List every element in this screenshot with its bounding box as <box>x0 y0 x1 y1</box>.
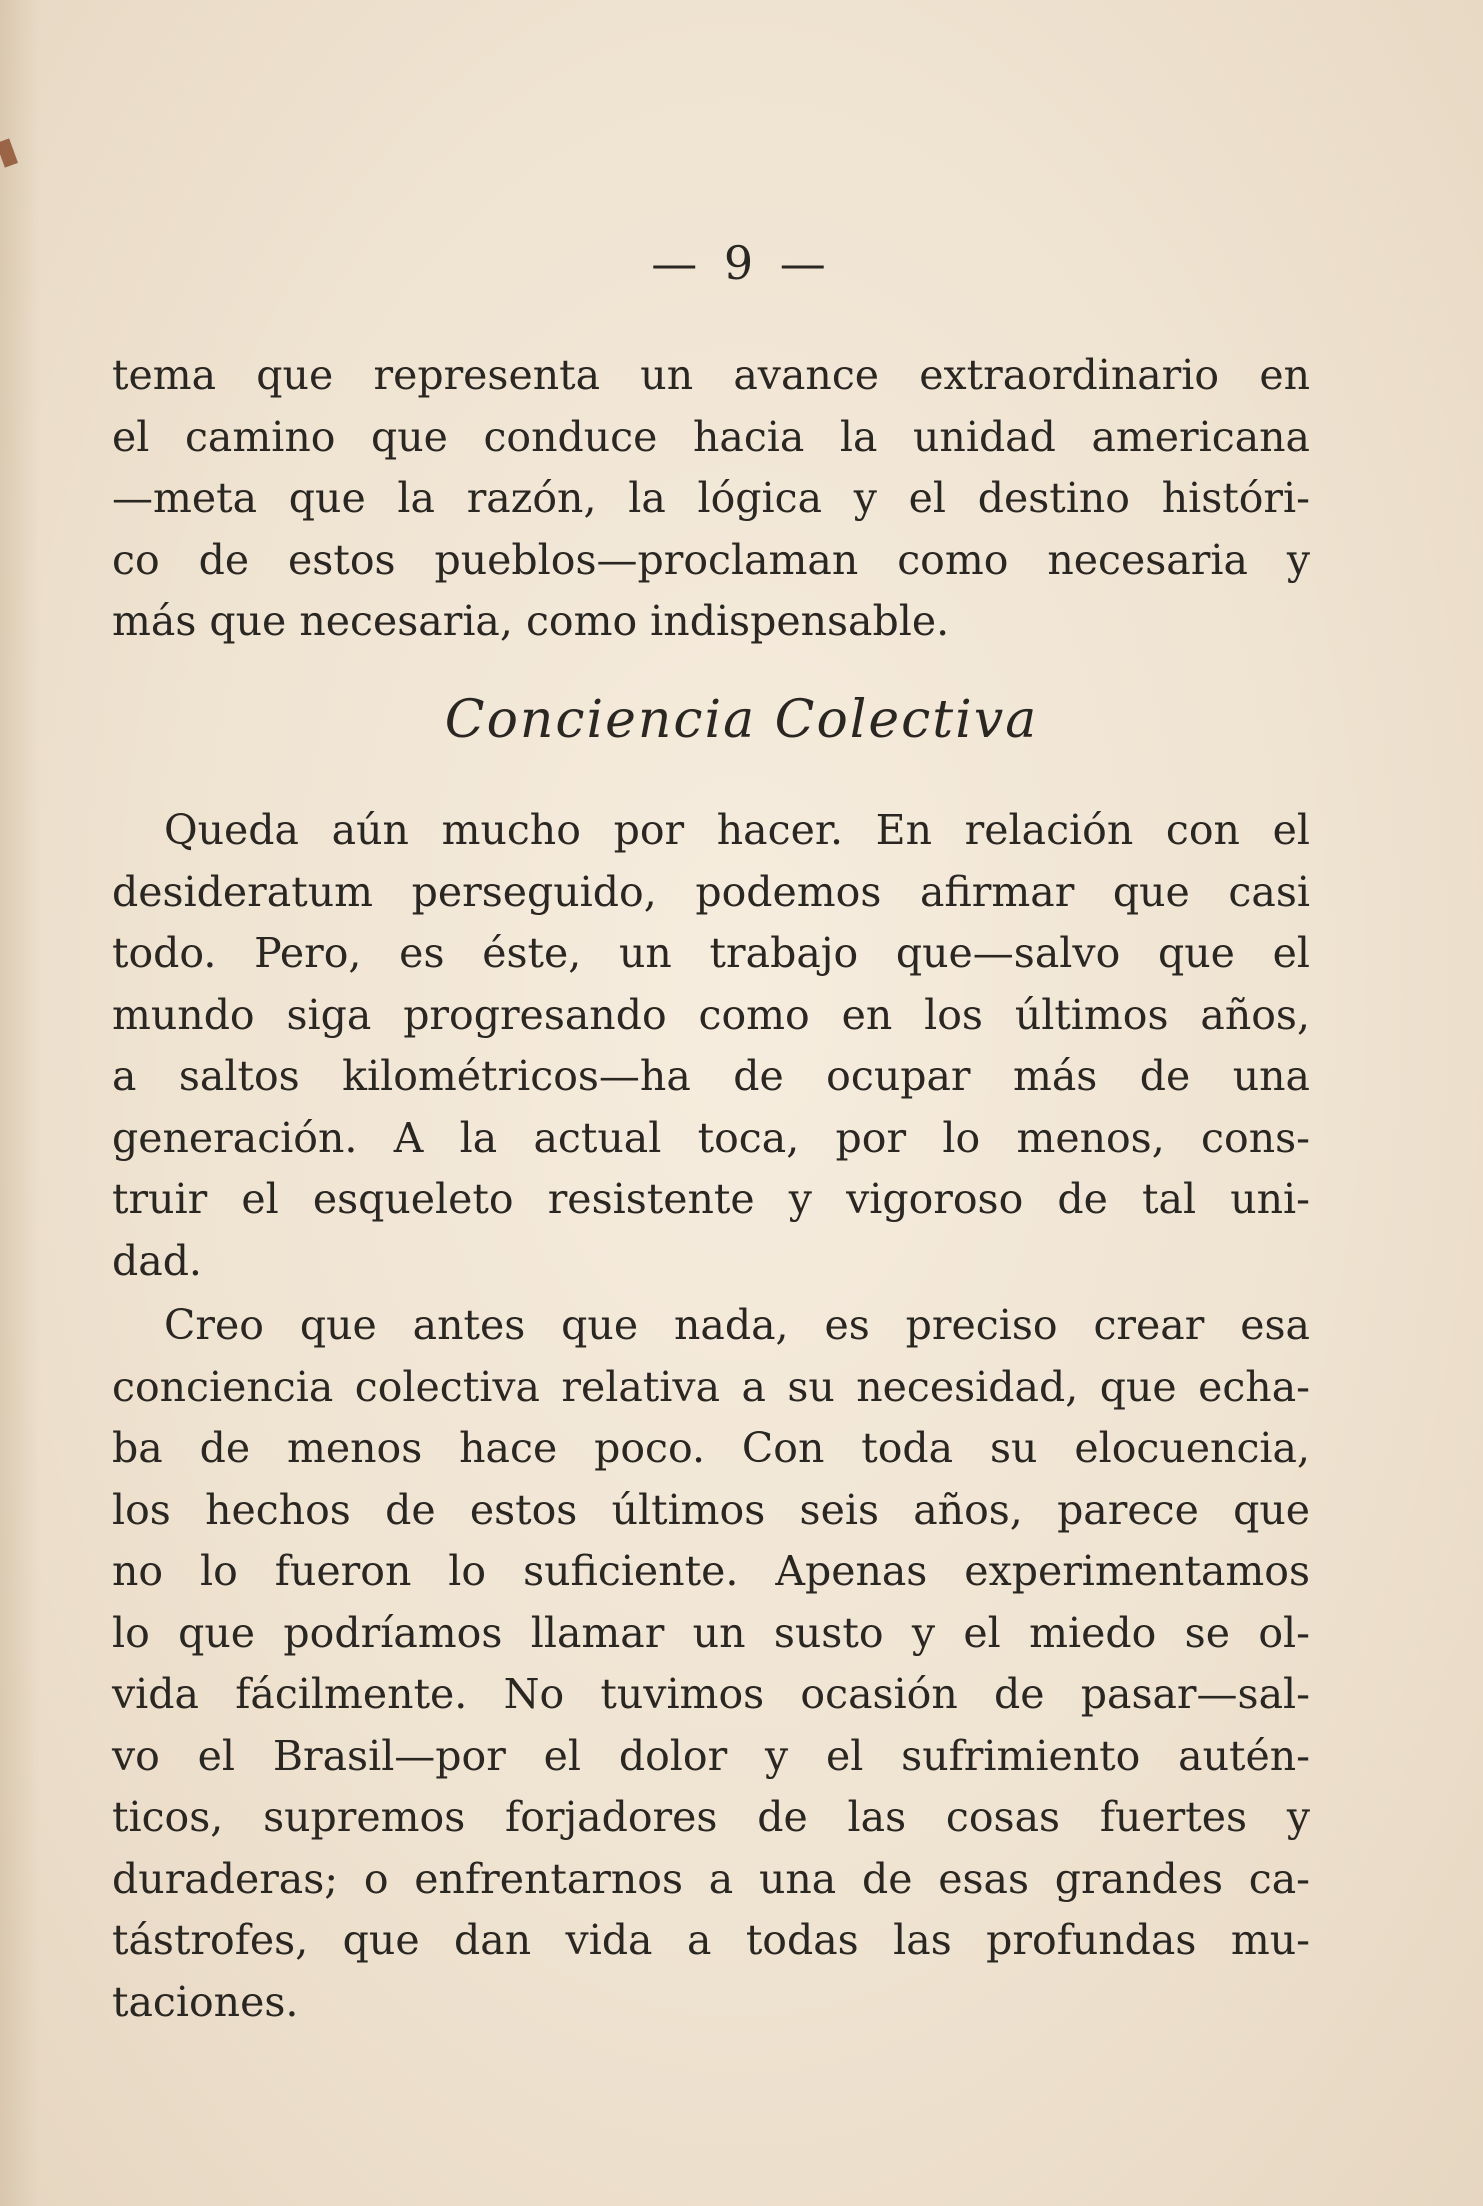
text-line: generación. A la actual toca, por lo menos, cons- <box>112 1113 1310 1162</box>
paragraph-3 <box>112 1295 1310 2033</box>
text-line: co de estos pueblos—proclaman como necesaria y <box>112 535 1310 584</box>
text-line: a saltos kilométricos—ha de ocupar más de una <box>112 1052 1310 1100</box>
text-line: vida fácilmente. No tuvimos ocasión de pasar—sal- <box>112 1670 1310 1718</box>
text-line: tástrofes, que dan vida a todas las profundas mu- <box>112 1916 1310 1964</box>
section-heading: Conciencia Colectiva <box>444 690 1039 750</box>
text-line: tema que representa un avance extraordinario en <box>112 351 1310 399</box>
text-line: taciones. <box>112 1977 299 2026</box>
text-line: truir el esqueleto resistente y vigoroso de tal uni- <box>112 1175 1310 1223</box>
text-line: no lo fueron lo suficiente. Apenas experimentamos <box>112 1547 1310 1595</box>
text-line: los hechos de estos últimos seis años, parece que <box>112 1485 1310 1534</box>
text-line: conciencia colectiva relativa a su necesidad, que echa- <box>112 1362 1310 1411</box>
text-line: ticos, supremos forjadores de las cosas fuertes y <box>112 1793 1310 1841</box>
text-line: —meta que la razón, la lógica y el destino históri- <box>112 474 1310 522</box>
text-line: el camino que conduce hacia la unidad americana <box>112 412 1310 461</box>
text-line: todo. Pero, es éste, un trabajo que—salvo que el <box>112 929 1310 977</box>
text-line: vo el Brasil—por el dolor y el sufrimiento autén- <box>112 1731 1310 1780</box>
page-gutter-shadow <box>0 0 40 2206</box>
text-line: Queda aún mucho por hacer. En relación con el <box>164 806 1310 854</box>
text-line: dad. <box>112 1236 202 1285</box>
paragraph-2 <box>112 800 1310 1292</box>
paragraph-1 <box>112 345 1310 653</box>
text-line: ba de menos hace poco. Con toda su elocuencia, <box>112 1424 1310 1472</box>
text-line: desideratum perseguido, podemos afirmar que casi <box>112 867 1310 916</box>
text-line: duraderas; o enfrentarnos a una de esas grandes ca- <box>112 1854 1310 1903</box>
text-line: Creo que antes que nada, es preciso crear esa <box>164 1301 1310 1349</box>
text-line: mundo siga progresando como en los últimos años, <box>112 990 1310 1039</box>
text-line: más que necesaria, como indispensable. <box>112 597 950 645</box>
text-line: lo que podríamos llamar un susto y el miedo se ol- <box>112 1608 1310 1657</box>
page-number: — 9 — <box>651 236 832 290</box>
